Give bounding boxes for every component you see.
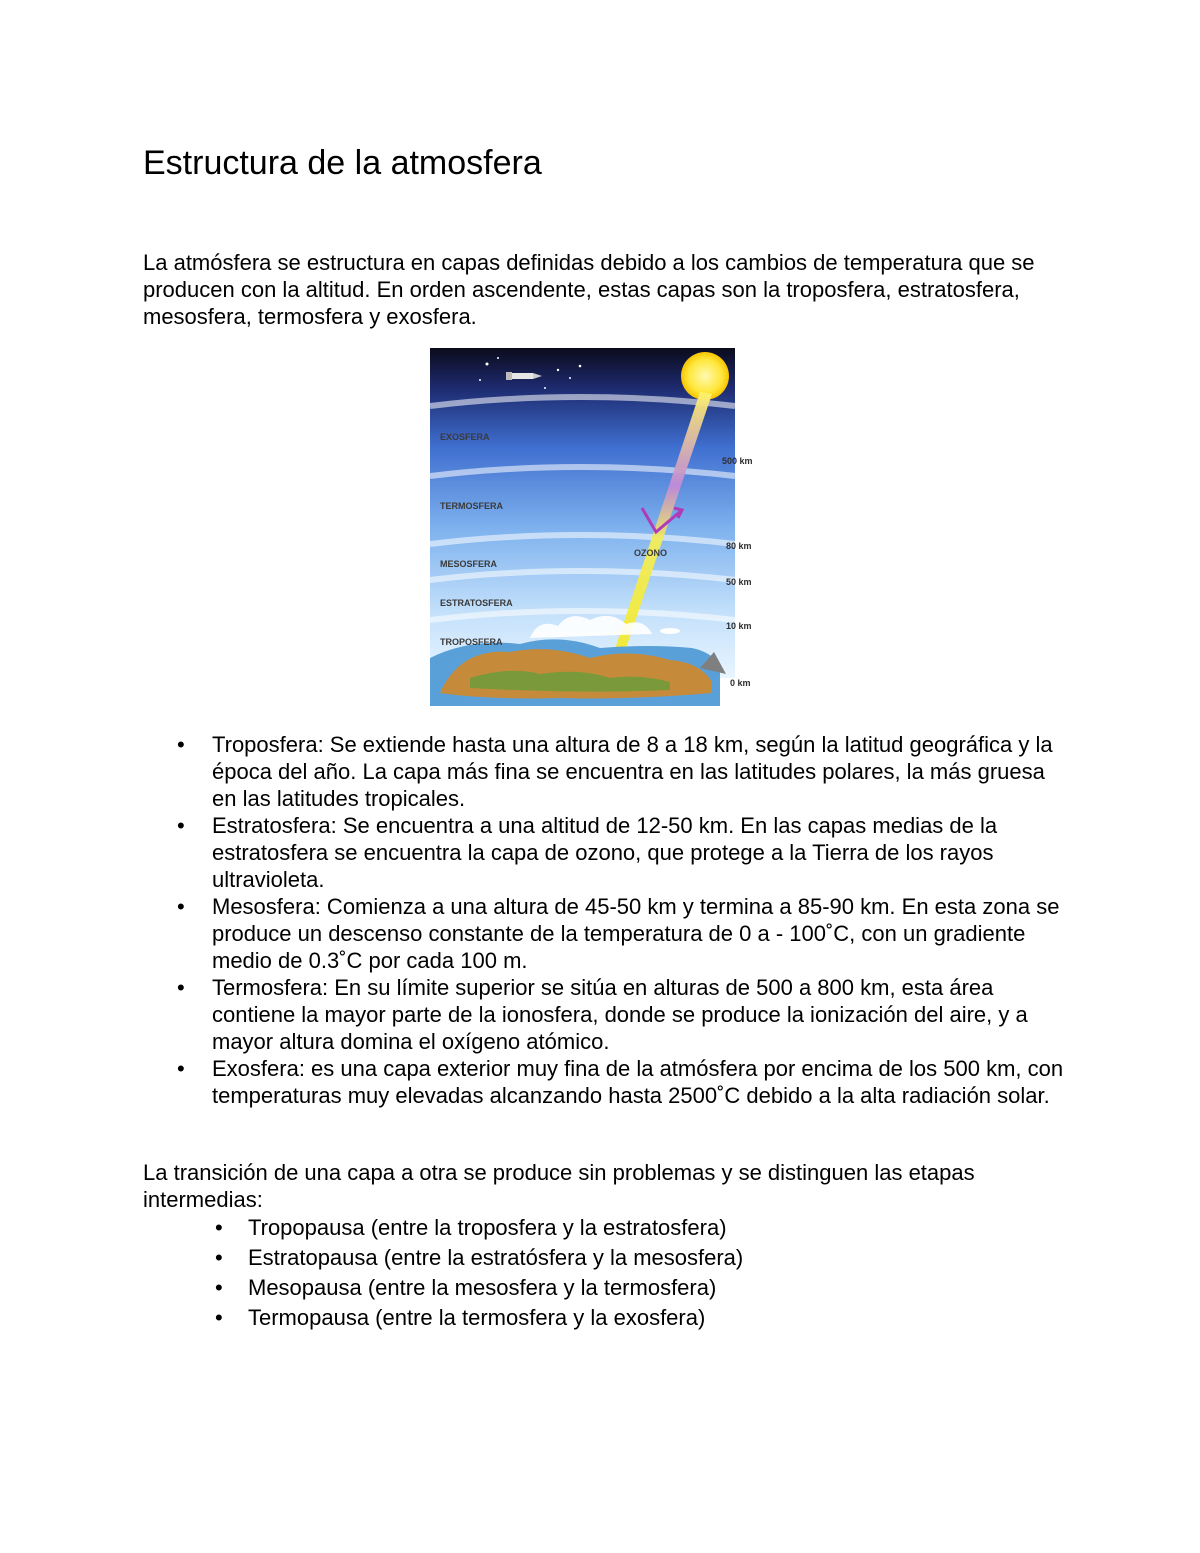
- transition-paragraph: La transición de una capa a otra se produce sin problemas y se distinguen las etapas intermedias:: [143, 1160, 975, 1212]
- label-ozono: OZONO: [634, 548, 667, 558]
- list-item-text: Troposfera: Se extiende hasta una altura de 8 a 18 km, según la latitud geográfica y la época del año. La capa más fina se encuentra en las latitudes polares, la más gruesa en las latitudes tropicales.: [212, 732, 1053, 811]
- label-estratosfera: ESTRATOSFERA: [440, 598, 513, 608]
- airplane-icon: [660, 628, 680, 634]
- altitude-80-km: 80 km: [726, 541, 752, 551]
- altitude-500-km: 500 km: [722, 456, 753, 466]
- list-item-text: Exosfera: es una capa exterior muy fina de la atmósfera por encima de los 500 km, con temperaturas muy elevadas alcanzando hasta 2500˚C debido a la alta radiación solar.: [212, 1056, 1064, 1108]
- star: [497, 357, 499, 359]
- list-item-text: Tropopausa (entre la troposfera y la estratosfera): [248, 1215, 727, 1240]
- label-mesosfera: MESOSFERA: [440, 559, 498, 569]
- list-item: [143, 974, 1068, 1055]
- bullet-icon: •: [177, 732, 185, 757]
- bullet-icon: •: [177, 975, 185, 1000]
- bullet-icon: •: [215, 1215, 223, 1240]
- star: [544, 387, 546, 389]
- star: [479, 379, 481, 381]
- list-item: [143, 893, 1068, 974]
- label-troposfera: TROPOSFERA: [440, 637, 503, 647]
- sun-icon: [681, 352, 729, 400]
- list-item: [143, 1273, 1068, 1303]
- star: [569, 377, 571, 379]
- label-exosfera: EXOSFERA: [440, 432, 490, 442]
- list-item-text: Termopausa (entre la termosfera y la exosfera): [248, 1305, 706, 1330]
- pause-list: [143, 1213, 1068, 1333]
- label-termosfera: TERMOSFERA: [440, 501, 503, 511]
- bullet-icon: •: [177, 894, 185, 919]
- page-title: Estructura de la atmosfera: [143, 144, 542, 182]
- list-item-text: Termosfera: En su límite superior se sitúa en alturas de 500 a 800 km, esta área contiene la mayor parte de la ionosfera, donde se produce la ionización del aire, y a mayor altura domina el oxígeno atómico.: [212, 975, 1028, 1054]
- list-item-text: Mesopausa (entre la mesosfera y la termosfera): [248, 1275, 717, 1300]
- star: [579, 365, 582, 368]
- altitude-0-km: 0 km: [730, 678, 751, 688]
- bullet-icon: •: [215, 1275, 223, 1300]
- layer-list: [143, 731, 1068, 1109]
- atmosphere-diagram: [430, 348, 770, 706]
- bullet-icon: •: [215, 1305, 223, 1330]
- altitude-10-km: 10 km: [726, 621, 752, 631]
- bullet-icon: •: [177, 1056, 185, 1081]
- list-item: [143, 1055, 1068, 1109]
- list-item-text: Estratosfera: Se encuentra a una altitud de 12-50 km. En las capas medias de la estratosfera se encuentra la capa de ozono, que protege a la Tierra de los rayos ultravioleta.: [212, 813, 998, 892]
- list-item: [143, 1303, 1068, 1333]
- list-item: [143, 1243, 1068, 1273]
- list-item-text: Estratopausa (entre la estratósfera y la mesosfera): [248, 1245, 744, 1270]
- list-item: [143, 1213, 1068, 1243]
- intro-paragraph: La atmósfera se estructura en capas definidas debido a los cambios de temperatura que se producen con la altitud. En orden ascendente, estas capas son la troposfera, estratosfera, mesosfera, termosfera y exosfera.: [143, 250, 1035, 329]
- list-item: [143, 731, 1068, 812]
- list-item: [143, 812, 1068, 893]
- bullet-icon: •: [177, 813, 185, 838]
- altitude-50-km: 50 km: [726, 577, 752, 587]
- star: [557, 369, 559, 371]
- list-item-text: Mesosfera: Comienza a una altura de 45-50 km y termina a 85-90 km. En esta zona se produce un descenso constante de la temperatura de 0 a - 100˚C, con un gradiente medio de 0.3˚C por cada 100 m.: [212, 894, 1060, 973]
- bullet-icon: •: [215, 1245, 223, 1270]
- star: [486, 363, 489, 366]
